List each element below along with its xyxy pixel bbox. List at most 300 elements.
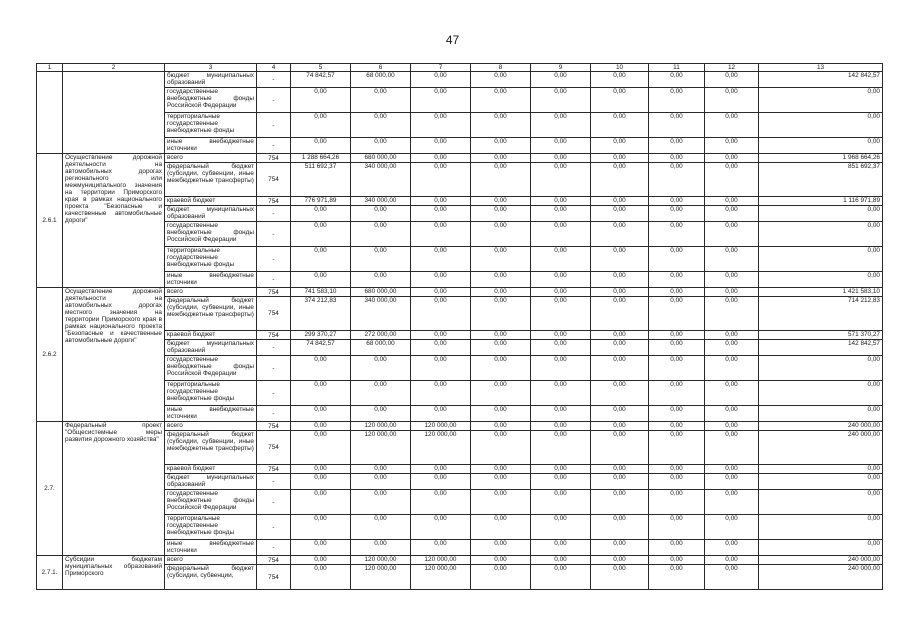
value-col-9: 0,00 [531,206,591,222]
grbs-code: 754 [257,163,291,197]
value-col-5: 0,00 [291,88,351,113]
value-col-13: 1 968 664,26 [759,154,883,163]
column-number: 7 [411,64,471,72]
value-col-9: 0,00 [531,540,591,556]
value-col-13: 0,00 [759,465,883,474]
value-col-11: 0,00 [649,272,705,288]
value-col-10: 0,00 [591,154,649,163]
value-col-10: 0,00 [591,381,649,406]
value-col-13: 142 842,57 [759,72,883,88]
item-code: 2.7. [37,422,63,556]
value-col-10: 0,00 [591,474,649,490]
value-col-12: 0,00 [705,422,759,431]
value-col-11: 0,00 [649,72,705,88]
column-number: 8 [471,64,531,72]
value-col-11: 0,00 [649,247,705,272]
grbs-code: - [257,490,291,515]
value-col-8: 0,00 [471,197,531,206]
item-name: Субсидии бюджетам муниципальных образований Приморского [63,556,165,590]
value-col-11: 0,00 [649,406,705,422]
value-col-12: 0,00 [705,474,759,490]
value-col-6: 0,00 [351,88,411,113]
value-col-9: 0,00 [531,340,591,356]
value-col-5: 374 212,83 [291,297,351,331]
grbs-code: - [257,206,291,222]
funding-source: иные внебюджетные источники [165,272,257,288]
value-col-12: 0,00 [705,247,759,272]
grbs-code: - [257,113,291,138]
value-col-5: 0,00 [291,422,351,431]
value-col-8: 0,00 [471,206,531,222]
funding-source: всего [165,154,257,163]
value-col-12: 0,00 [705,556,759,565]
value-col-10: 0,00 [591,163,649,197]
value-col-8: 0,00 [471,356,531,381]
grbs-code: - [257,540,291,556]
value-col-9: 0,00 [531,222,591,247]
column-number: 9 [531,64,591,72]
value-col-8: 0,00 [471,556,531,565]
funding-source: бюджет муниципальных образований [165,340,257,356]
value-col-12: 0,00 [705,465,759,474]
value-col-11: 0,00 [649,431,705,465]
value-col-9: 0,00 [531,490,591,515]
value-col-6: 0,00 [351,206,411,222]
value-col-12: 0,00 [705,163,759,197]
column-number: 3 [165,64,257,72]
value-col-6: 68 000,00 [351,72,411,88]
value-col-13: 142 842,57 [759,340,883,356]
value-col-9: 0,00 [531,138,591,154]
value-col-12: 0,00 [705,515,759,540]
value-col-11: 0,00 [649,154,705,163]
value-col-10: 0,00 [591,247,649,272]
grbs-code: - [257,88,291,113]
value-col-10: 0,00 [591,490,649,515]
value-col-5: 0,00 [291,222,351,247]
value-col-10: 0,00 [591,465,649,474]
value-col-9: 0,00 [531,381,591,406]
value-col-12: 0,00 [705,565,759,590]
value-col-7: 0,00 [411,138,471,154]
value-col-9: 0,00 [531,288,591,297]
grbs-code: - [257,222,291,247]
value-col-6: 340 000,00 [351,197,411,206]
value-col-6: 0,00 [351,138,411,154]
value-col-8: 0,00 [471,422,531,431]
column-number: 4 [257,64,291,72]
value-col-10: 0,00 [591,515,649,540]
grbs-code: - [257,515,291,540]
value-col-8: 0,00 [471,113,531,138]
value-col-12: 0,00 [705,138,759,154]
value-col-6: 120 000,00 [351,556,411,565]
value-col-5: 0,00 [291,381,351,406]
value-col-5: 0,00 [291,247,351,272]
value-col-5: 776 971,89 [291,197,351,206]
value-col-6: 0,00 [351,474,411,490]
value-col-5: 0,00 [291,113,351,138]
item-code: 2.7.1. [37,556,63,590]
value-col-8: 0,00 [471,431,531,465]
value-col-5: 299 370,27 [291,331,351,340]
value-col-9: 0,00 [531,197,591,206]
value-col-5: 74 842,57 [291,340,351,356]
value-col-8: 0,00 [471,288,531,297]
value-col-8: 0,00 [471,72,531,88]
value-col-6: 680 000,00 [351,154,411,163]
value-col-11: 0,00 [649,356,705,381]
funding-source: федеральный бюджет (субсидии, субвенции, иные межбюджетные трансферты) [165,431,257,465]
value-col-11: 0,00 [649,222,705,247]
value-col-10: 0,00 [591,272,649,288]
item-name [63,72,165,154]
value-col-9: 0,00 [531,565,591,590]
value-col-12: 0,00 [705,154,759,163]
value-col-5: 1 288 664,26 [291,154,351,163]
value-col-8: 0,00 [471,406,531,422]
value-col-12: 0,00 [705,72,759,88]
value-col-11: 0,00 [649,113,705,138]
value-col-8: 0,00 [471,247,531,272]
value-col-13: 240 000,00 [759,556,883,565]
grbs-code: 754 [257,154,291,163]
value-col-7: 0,00 [411,163,471,197]
value-col-9: 0,00 [531,422,591,431]
value-col-6: 0,00 [351,222,411,247]
value-col-10: 0,00 [591,206,649,222]
value-col-11: 0,00 [649,556,705,565]
value-col-10: 0,00 [591,288,649,297]
value-col-11: 0,00 [649,565,705,590]
value-col-12: 0,00 [705,272,759,288]
value-col-13: 240 000,00 [759,422,883,431]
value-col-12: 0,00 [705,297,759,331]
value-col-6: 272 000,00 [351,331,411,340]
funding-source: бюджет муниципальных образований [165,474,257,490]
value-col-6: 0,00 [351,272,411,288]
grbs-code: - [257,406,291,422]
value-col-7: 0,00 [411,297,471,331]
value-col-7: 120 000,00 [411,422,471,431]
value-col-13: 0,00 [759,88,883,113]
value-col-6: 0,00 [351,465,411,474]
value-col-9: 0,00 [531,272,591,288]
value-col-12: 0,00 [705,381,759,406]
value-col-6: 680 000,00 [351,288,411,297]
value-col-5: 0,00 [291,138,351,154]
value-col-7: 0,00 [411,331,471,340]
funding-source: иные внебюджетные источники [165,406,257,422]
value-col-9: 0,00 [531,356,591,381]
value-col-12: 0,00 [705,356,759,381]
value-col-7: 120 000,00 [411,565,471,590]
grbs-code: 754 [257,422,291,431]
value-col-9: 0,00 [531,515,591,540]
value-col-8: 0,00 [471,515,531,540]
grbs-code: 754 [257,197,291,206]
funding-source: территориальные государственные внебюджетные фонды [165,381,257,406]
funding-source: федеральный бюджет (субсидии, субвенции, иные межбюджетные трансферты) [165,297,257,331]
value-col-8: 0,00 [471,138,531,154]
value-col-5: 0,00 [291,406,351,422]
value-col-12: 0,00 [705,197,759,206]
value-col-12: 0,00 [705,490,759,515]
budget-table [36,63,883,590]
value-col-10: 0,00 [591,540,649,556]
funding-source: всего [165,422,257,431]
value-col-11: 0,00 [649,197,705,206]
grbs-code: - [257,474,291,490]
value-col-12: 0,00 [705,88,759,113]
column-number: 10 [591,64,649,72]
funding-source: территориальные государственные внебюджетные фонды [165,247,257,272]
value-col-10: 0,00 [591,72,649,88]
value-col-6: 0,00 [351,247,411,272]
funding-source: государственные внебюджетные фонды Российской Федерации [165,222,257,247]
grbs-code: 754 [257,465,291,474]
item-name: Осуществление дорожной деятельности на автомобильных дорогах регионального или межмуниципального значения на территории Приморского края в рамках национального проекта "Безопасные и качественные автомобильные дороги" [63,154,165,288]
value-col-5: 741 583,10 [291,288,351,297]
value-col-13: 0,00 [759,113,883,138]
grbs-code: 754 [257,556,291,565]
value-col-10: 0,00 [591,565,649,590]
value-col-8: 0,00 [471,340,531,356]
value-col-9: 0,00 [531,465,591,474]
value-col-13: 0,00 [759,222,883,247]
value-col-8: 0,00 [471,540,531,556]
column-number: 12 [705,64,759,72]
value-col-7: 0,00 [411,222,471,247]
value-col-8: 0,00 [471,88,531,113]
value-col-12: 0,00 [705,431,759,465]
funding-source: государственные внебюджетные фонды Российской Федерации [165,88,257,113]
value-col-7: 0,00 [411,356,471,381]
value-col-7: 0,00 [411,288,471,297]
value-col-13: 240 000,00 [759,565,883,590]
value-col-8: 0,00 [471,154,531,163]
value-col-7: 120 000,00 [411,556,471,565]
value-col-9: 0,00 [531,406,591,422]
value-col-7: 0,00 [411,474,471,490]
page-number: 47 [445,33,460,47]
value-col-8: 0,00 [471,381,531,406]
value-col-8: 0,00 [471,490,531,515]
value-col-13: 0,00 [759,206,883,222]
value-col-10: 0,00 [591,556,649,565]
value-col-10: 0,00 [591,138,649,154]
value-col-9: 0,00 [531,474,591,490]
value-col-11: 0,00 [649,297,705,331]
value-col-6: 68 000,00 [351,340,411,356]
value-col-13: 0,00 [759,474,883,490]
item-name: Федеральный проект "Общесистемные меры развития дорожного хозяйства" [63,422,165,556]
value-col-8: 0,00 [471,331,531,340]
value-col-10: 0,00 [591,422,649,431]
value-col-6: 0,00 [351,515,411,540]
value-col-6: 0,00 [351,540,411,556]
value-col-5: 0,00 [291,490,351,515]
value-col-7: 0,00 [411,515,471,540]
item-code: 2.6.2 [37,288,63,422]
value-col-13: 0,00 [759,490,883,515]
funding-source: краевой бюджет [165,197,257,206]
value-col-8: 0,00 [471,163,531,197]
table-body [37,64,883,590]
value-col-11: 0,00 [649,163,705,197]
table-row [37,422,883,431]
value-col-11: 0,00 [649,465,705,474]
value-col-7: 120 000,00 [411,431,471,465]
funding-source: всего [165,288,257,297]
value-col-13: 714 212,83 [759,297,883,331]
funding-source: всего [165,556,257,565]
value-col-9: 0,00 [531,247,591,272]
column-number: 13 [759,64,883,72]
value-col-11: 0,00 [649,206,705,222]
value-col-11: 0,00 [649,288,705,297]
value-col-7: 0,00 [411,154,471,163]
value-col-12: 0,00 [705,340,759,356]
value-col-8: 0,00 [471,297,531,331]
value-col-13: 1 116 971,89 [759,197,883,206]
value-col-5: 0,00 [291,474,351,490]
value-col-9: 0,00 [531,297,591,331]
value-col-9: 0,00 [531,72,591,88]
table-row [37,556,883,565]
value-col-12: 0,00 [705,288,759,297]
funding-source: краевой бюджет [165,465,257,474]
value-col-10: 0,00 [591,331,649,340]
value-col-11: 0,00 [649,88,705,113]
grbs-code: 754 [257,431,291,465]
value-col-10: 0,00 [591,431,649,465]
value-col-6: 120 000,00 [351,422,411,431]
value-col-13: 240 000,00 [759,431,883,465]
value-col-8: 0,00 [471,474,531,490]
value-col-5: 0,00 [291,465,351,474]
value-col-7: 0,00 [411,406,471,422]
value-col-11: 0,00 [649,490,705,515]
value-col-13: 1 421 583,10 [759,288,883,297]
value-col-5: 0,00 [291,356,351,381]
value-col-13: 571 370,27 [759,331,883,340]
funding-source: иные внебюджетные источники [165,138,257,154]
value-col-5: 0,00 [291,556,351,565]
grbs-code: 754 [257,288,291,297]
funding-source: федеральный бюджет (субсидии, субвенции, иные межбюджетные трансферты) [165,163,257,197]
value-col-7: 0,00 [411,490,471,515]
value-col-8: 0,00 [471,272,531,288]
value-col-11: 0,00 [649,422,705,431]
value-col-9: 0,00 [531,154,591,163]
value-col-7: 0,00 [411,113,471,138]
value-col-6: 340 000,00 [351,163,411,197]
table-row [37,154,883,163]
value-col-6: 340 000,00 [351,297,411,331]
value-col-11: 0,00 [649,340,705,356]
value-col-13: 0,00 [759,540,883,556]
funding-source: государственные внебюджетные фонды Российской Федерации [165,490,257,515]
value-col-5: 0,00 [291,206,351,222]
value-col-5: 0,00 [291,272,351,288]
value-col-12: 0,00 [705,331,759,340]
grbs-code: 754 [257,297,291,331]
value-col-13: 851 692,37 [759,163,883,197]
value-col-10: 0,00 [591,406,649,422]
value-col-5: 0,00 [291,431,351,465]
value-col-11: 0,00 [649,540,705,556]
value-col-9: 0,00 [531,88,591,113]
value-col-12: 0,00 [705,406,759,422]
value-col-9: 0,00 [531,163,591,197]
value-col-5: 74 842,57 [291,72,351,88]
grbs-code: 754 [257,565,291,590]
column-number: 5 [291,64,351,72]
value-col-10: 0,00 [591,222,649,247]
value-col-7: 0,00 [411,465,471,474]
item-name: Осуществление дорожной деятельности на автомобильных дорогах местного значения на территории Приморского края в рамках национального проекта "Безопасные и качественные автомобильные дороги" [63,288,165,422]
value-col-10: 0,00 [591,356,649,381]
value-col-8: 0,00 [471,465,531,474]
value-col-6: 0,00 [351,113,411,138]
grbs-code: - [257,381,291,406]
funding-source: бюджет муниципальных образований [165,72,257,88]
value-col-6: 0,00 [351,381,411,406]
grbs-code: 754 [257,331,291,340]
value-col-9: 0,00 [531,331,591,340]
value-col-12: 0,00 [705,113,759,138]
value-col-7: 0,00 [411,72,471,88]
value-col-8: 0,00 [471,565,531,590]
value-col-13: 0,00 [759,381,883,406]
value-col-10: 0,00 [591,197,649,206]
table-row [37,288,883,297]
value-col-11: 0,00 [649,515,705,540]
funding-source: территориальные государственные внебюджетные фонды [165,515,257,540]
grbs-code: - [257,356,291,381]
value-col-6: 0,00 [351,356,411,381]
value-col-7: 0,00 [411,247,471,272]
value-col-9: 0,00 [531,556,591,565]
funding-source: краевой бюджет [165,331,257,340]
value-col-11: 0,00 [649,474,705,490]
value-col-6: 120 000,00 [351,431,411,465]
value-col-12: 0,00 [705,222,759,247]
value-col-7: 0,00 [411,381,471,406]
value-col-13: 0,00 [759,356,883,381]
funding-source: федеральный бюджет (субсидии, субвенции, [165,565,257,590]
value-col-5: 0,00 [291,515,351,540]
grbs-code: - [257,340,291,356]
value-col-11: 0,00 [649,381,705,406]
value-col-10: 0,00 [591,297,649,331]
value-col-9: 0,00 [531,431,591,465]
value-col-10: 0,00 [591,88,649,113]
value-col-12: 0,00 [705,540,759,556]
item-code [37,72,63,154]
value-col-13: 0,00 [759,406,883,422]
table-row [37,72,883,88]
value-col-6: 0,00 [351,490,411,515]
value-col-5: 0,00 [291,565,351,590]
value-col-13: 0,00 [759,515,883,540]
value-col-7: 0,00 [411,540,471,556]
column-number: 2 [63,64,165,72]
value-col-6: 120 000,00 [351,565,411,590]
funding-source: бюджет муниципальных образований [165,206,257,222]
grbs-code: - [257,72,291,88]
